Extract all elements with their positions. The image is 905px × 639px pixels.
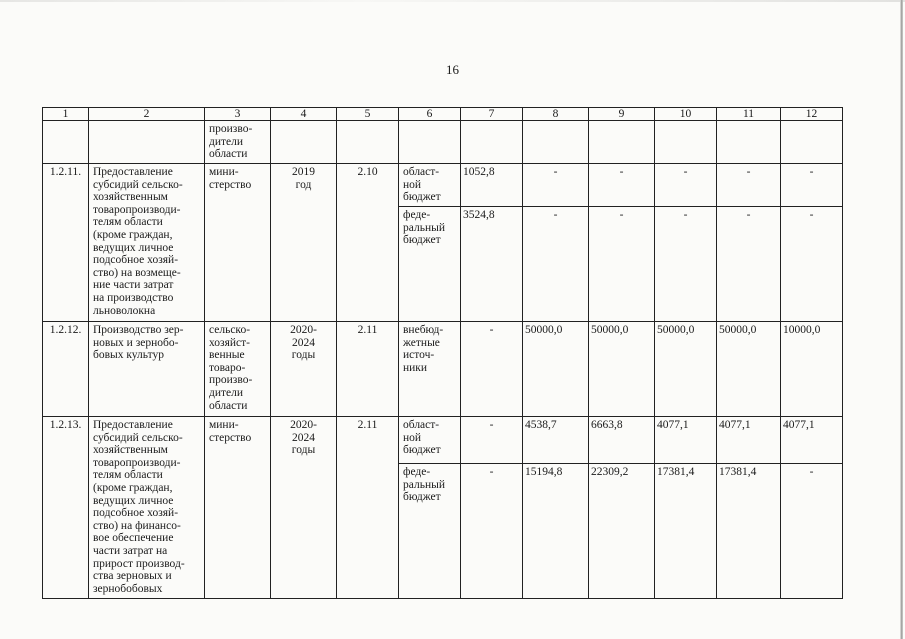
row-term: 2020- 2024 годы (271, 322, 337, 417)
amount-c8: 15194,8 (523, 464, 589, 599)
table-cell (43, 121, 89, 164)
amount-c12: - (781, 464, 843, 599)
column-header: 1 (43, 108, 89, 121)
amount-c10: 4077,1 (655, 417, 717, 464)
column-header: 3 (205, 108, 271, 121)
scan-top-edge (0, 0, 905, 2)
column-header: 10 (655, 108, 717, 121)
table-cell: произво- дители области (205, 121, 271, 164)
column-header: 7 (461, 108, 523, 121)
amount-c12: 10000,0 (781, 322, 843, 417)
amount-c11: 4077,1 (717, 417, 781, 464)
amount-c9: - (589, 207, 655, 322)
column-header: 12 (781, 108, 843, 121)
amount-c7: 3524,8 (461, 207, 523, 322)
table-cell (589, 121, 655, 164)
amount-c9: 22309,2 (589, 464, 655, 599)
column-header: 11 (717, 108, 781, 121)
amount-c7: - (461, 464, 523, 599)
table-row (43, 322, 843, 417)
funding-source: внебюд- жетные источ- ники (399, 322, 461, 417)
amount-c12: - (781, 164, 843, 207)
amount-c9: - (589, 164, 655, 207)
row-name: Производство зер- новых и зернобо- бовых культур (89, 322, 205, 417)
row-executor: сельско- хозяйст- венные товаро- произво- дители области (205, 322, 271, 417)
row-code: 1.2.12. (43, 322, 89, 417)
amount-c12: - (781, 207, 843, 322)
table-cell (89, 121, 205, 164)
table-cell (655, 121, 717, 164)
amount-c11: 17381,4 (717, 464, 781, 599)
amount-c10: 17381,4 (655, 464, 717, 599)
row-term: 2019 год (271, 164, 337, 322)
amount-c8: - (523, 207, 589, 322)
row-executor: мини- стерство (205, 417, 271, 599)
amount-c8: - (523, 164, 589, 207)
funding-source: феде- ральный бюджет (399, 207, 461, 322)
funding-source: област- ной бюджет (399, 417, 461, 464)
funding-source: феде- ральный бюджет (399, 464, 461, 599)
column-header: 5 (337, 108, 399, 121)
continuation-row (43, 121, 843, 164)
funding-source: област- ной бюджет (399, 164, 461, 207)
table-cell (781, 121, 843, 164)
row-reference: 2.11 (337, 322, 399, 417)
column-header: 2 (89, 108, 205, 121)
amount-c8: 4538,7 (523, 417, 589, 464)
table-cell (271, 121, 337, 164)
column-header: 6 (399, 108, 461, 121)
page-number: 16 (446, 62, 459, 77)
column-header: 8 (523, 108, 589, 121)
row-code: 1.2.11. (43, 164, 89, 322)
row-term: 2020- 2024 годы (271, 417, 337, 599)
amount-c7: - (461, 417, 523, 464)
budget-table (42, 107, 843, 599)
table-cell (337, 121, 399, 164)
amount-c10: - (655, 207, 717, 322)
amount-c11: 50000,0 (717, 322, 781, 417)
table-row (43, 164, 843, 207)
scan-right-edge (900, 0, 903, 639)
table-body (43, 108, 843, 599)
header-row (43, 108, 843, 121)
amount-c7: - (461, 322, 523, 417)
column-header: 9 (589, 108, 655, 121)
table-cell (523, 121, 589, 164)
amount-c11: - (717, 164, 781, 207)
amount-c10: 50000,0 (655, 322, 717, 417)
amount-c12: 4077,1 (781, 417, 843, 464)
row-reference: 2.11 (337, 417, 399, 599)
table-row (43, 417, 843, 464)
amount-c9: 6663,8 (589, 417, 655, 464)
column-header: 4 (271, 108, 337, 121)
table-cell (717, 121, 781, 164)
amount-c8: 50000,0 (523, 322, 589, 417)
row-executor: мини- стерство (205, 164, 271, 322)
amount-c11: - (717, 207, 781, 322)
amount-c7: 1052,8 (461, 164, 523, 207)
table-cell (461, 121, 523, 164)
row-code: 1.2.13. (43, 417, 89, 599)
row-name: Предоставление субсидий сельско- хозяйственным товаропроизводи- телям области (кроме граждан, ведущих личное подсобное хозяй- ство) на возмеще- ние части затрат на производство льноволокна (89, 164, 205, 322)
table-cell (399, 121, 461, 164)
amount-c10: - (655, 164, 717, 207)
amount-c9: 50000,0 (589, 322, 655, 417)
row-name: Предоставление субсидий сельско- хозяйственным товаропроизводи- телям области (кроме граждан, ведущих личное подсобное хозяй- ство) на финансо- вое обеспечение части затрат на прирост производ- ства зерновых и зернобобовых (89, 417, 205, 599)
row-reference: 2.10 (337, 164, 399, 322)
